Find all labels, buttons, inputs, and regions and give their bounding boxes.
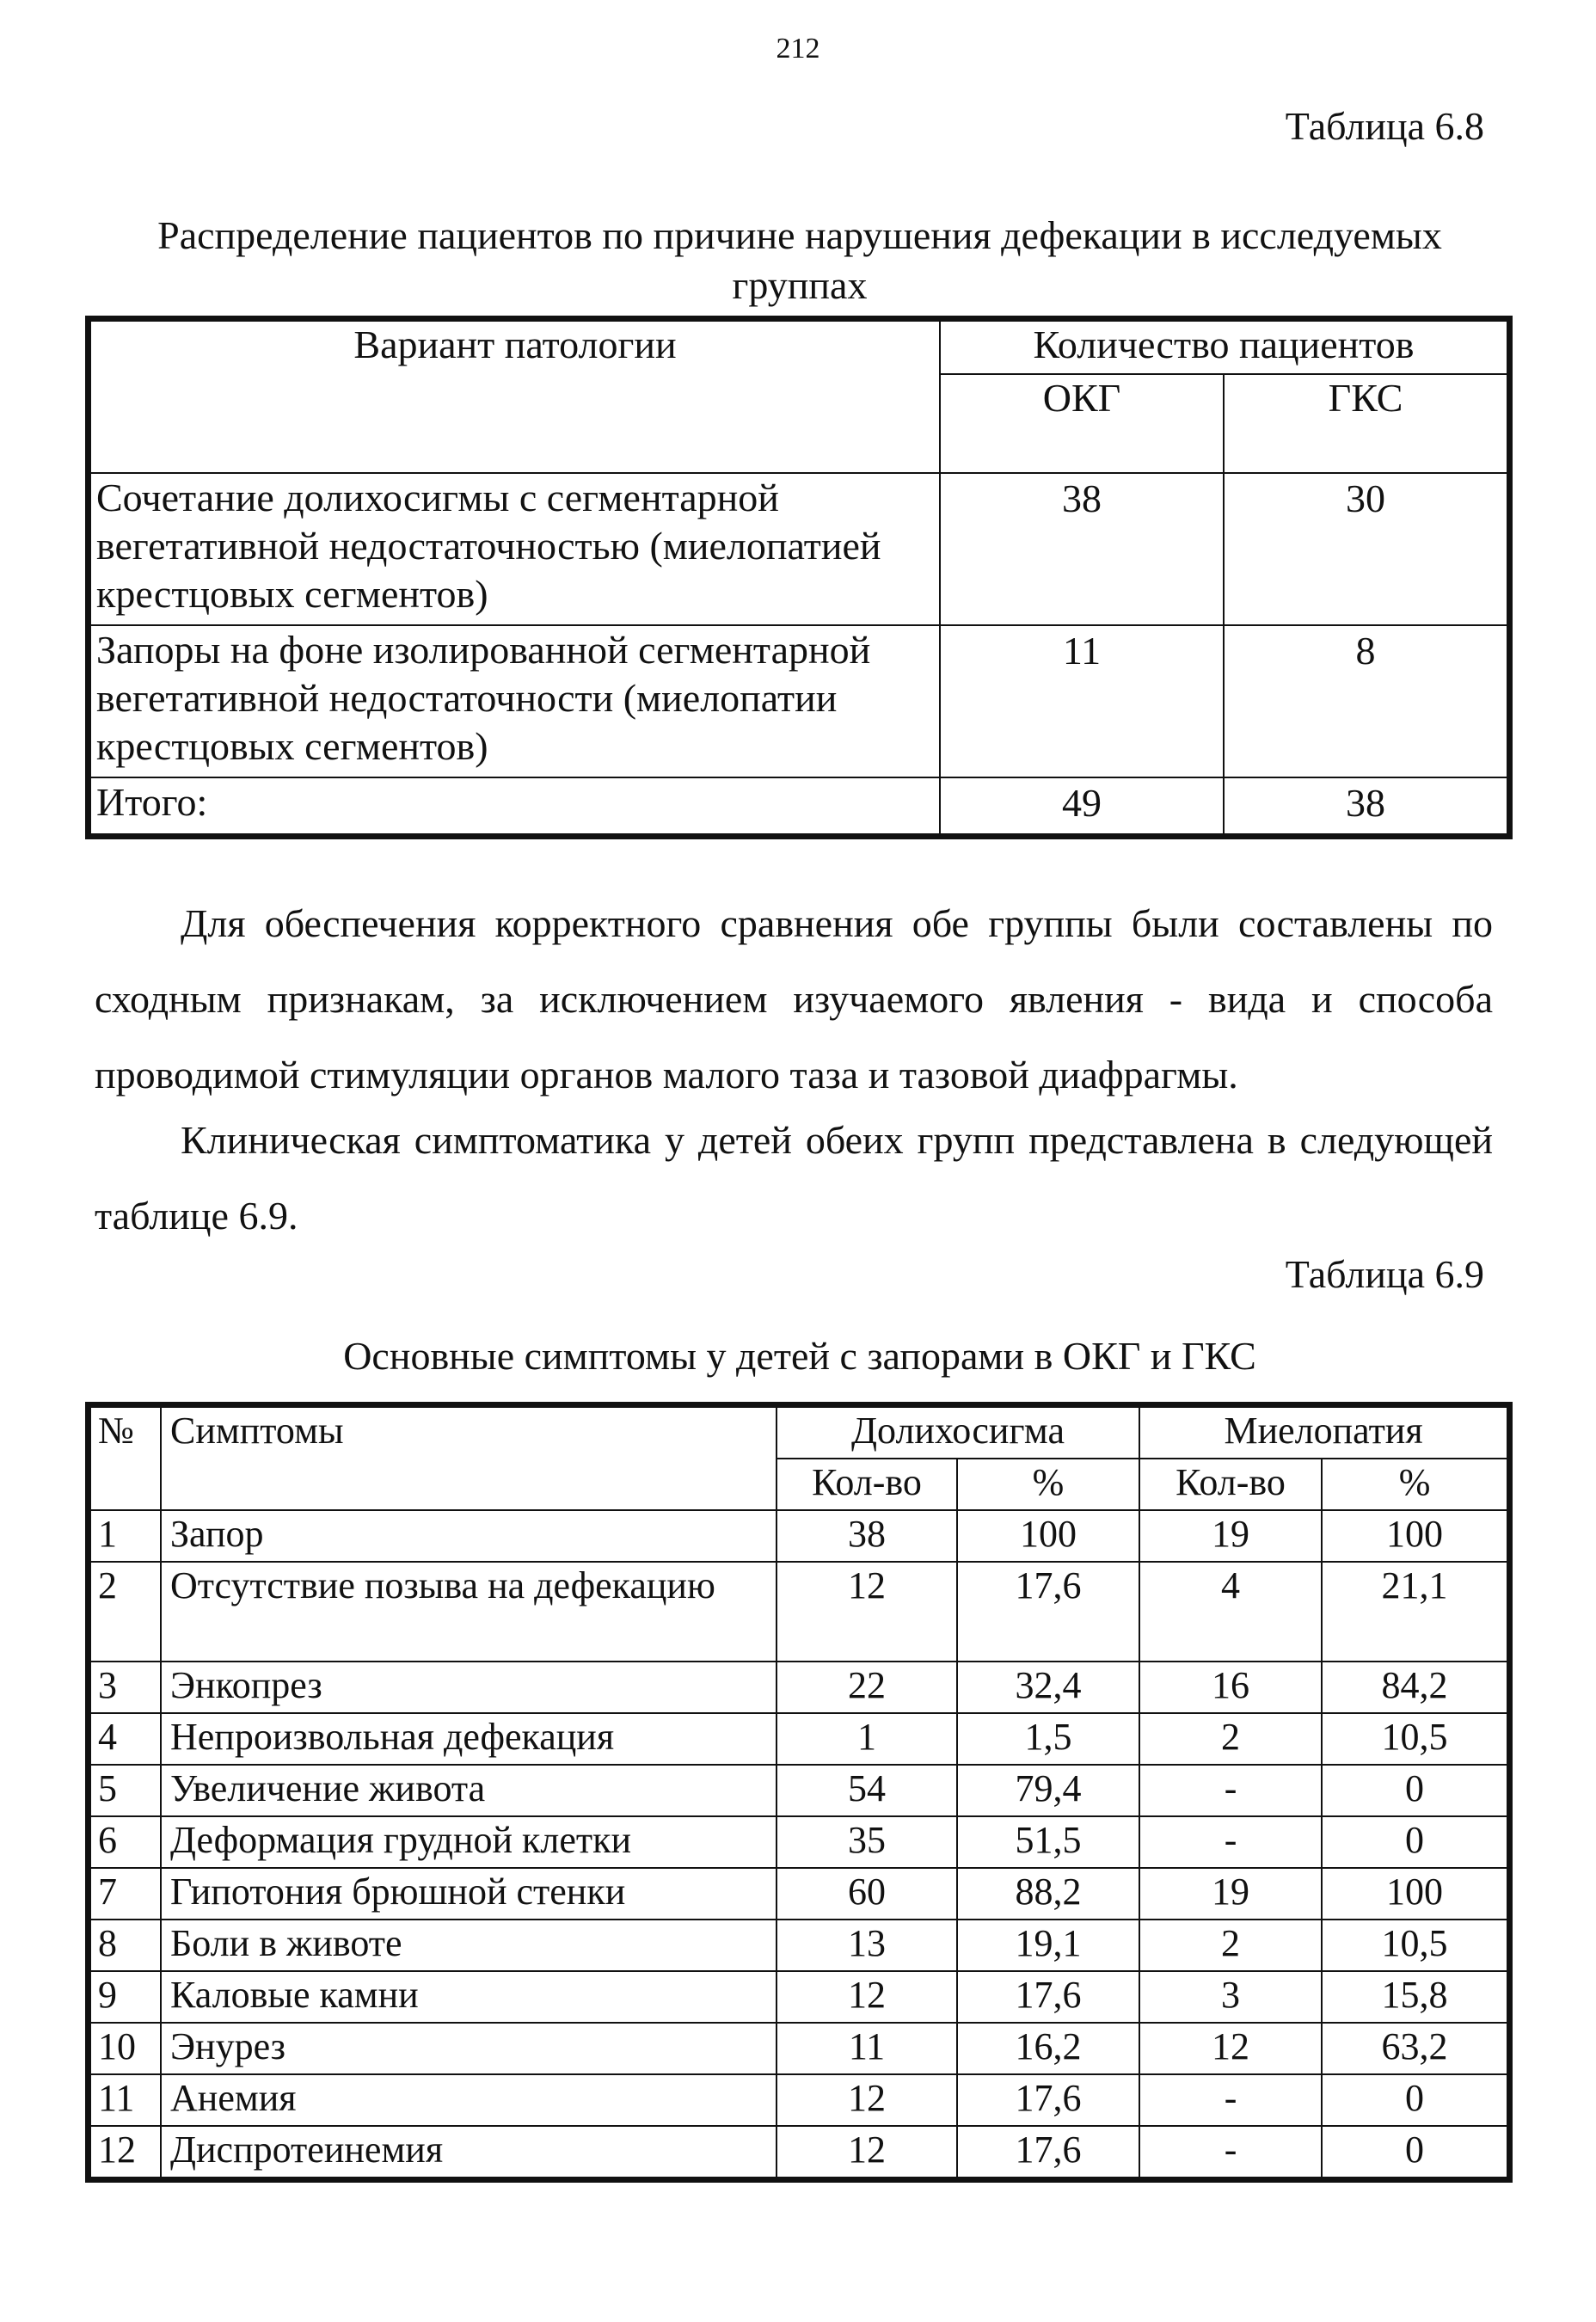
row-dolichosigma-percent: 32,4 (957, 1662, 1139, 1713)
row-symptom: Энкопрез (161, 1662, 777, 1713)
total-label: Итого: (90, 777, 940, 834)
row-myelopathy-count: 19 (1139, 1868, 1322, 1920)
table-row (90, 1765, 1507, 1816)
table-row (90, 2074, 1507, 2126)
row-myelopathy-percent: 84,2 (1322, 1662, 1507, 1713)
row-number: 2 (90, 1562, 161, 1662)
row-number: 8 (90, 1920, 161, 1971)
row-myelopathy-count: 12 (1139, 2023, 1322, 2074)
row-label: Запоры на фоне изолированной сегментарной вегетативной недостаточности (миелопатии крестцовых сегментов) (90, 625, 940, 777)
row-number: 7 (90, 1868, 161, 1920)
header-number: № (90, 1407, 161, 1510)
row-dolichosigma-count: 12 (777, 2126, 957, 2178)
row-dolichosigma-count: 12 (777, 1971, 957, 2023)
row-symptom: Деформация грудной клетки (161, 1816, 777, 1868)
table-row (90, 625, 1507, 777)
row-myelopathy-count: - (1139, 1816, 1322, 1868)
row-myelopathy-count: 19 (1139, 1510, 1322, 1562)
table-row (90, 1971, 1507, 2023)
row-symptom: Анемия (161, 2074, 777, 2126)
row-symptom: Гипотония брюшной стенки (161, 1868, 777, 1920)
table-row (90, 2126, 1507, 2178)
row-myelopathy-percent: 63,2 (1322, 2023, 1507, 2074)
row-myelopathy-count: - (1139, 1765, 1322, 1816)
table-row (90, 1510, 1507, 1562)
row-myelopathy-percent: 100 (1322, 1510, 1507, 1562)
row-dolichosigma-percent: 51,5 (957, 1816, 1139, 1868)
row-myelopathy-count: 3 (1139, 1971, 1322, 2023)
row-number: 9 (90, 1971, 161, 2023)
row-symptom: Каловые камни (161, 1971, 777, 2023)
row-dolichosigma-count: 22 (777, 1662, 957, 1713)
row-okg-value: 11 (940, 625, 1224, 777)
header-dolichosigma: Долихосигма (777, 1407, 1139, 1459)
header-m-count: Кол-во (1139, 1459, 1322, 1510)
row-dolichosigma-percent: 1,5 (957, 1713, 1139, 1765)
row-myelopathy-percent: 100 (1322, 1868, 1507, 1920)
table-6-9-caption: Основные симптомы у детей с запорами в ОКГ и ГКС (343, 1334, 1256, 1378)
table-total-row (90, 777, 1507, 834)
row-dolichosigma-count: 60 (777, 1868, 957, 1920)
row-number: 4 (90, 1713, 161, 1765)
table-6-9-label: Таблица 6.9 (1285, 1252, 1484, 1296)
row-number: 11 (90, 2074, 161, 2126)
row-symptom: Отсутствие позыва на дефекацию (161, 1562, 777, 1662)
row-dolichosigma-count: 54 (777, 1765, 957, 1816)
table-row (90, 2023, 1507, 2074)
row-number: 3 (90, 1662, 161, 1713)
header-gks: ГКС (1224, 374, 1507, 473)
row-symptom: Боли в животе (161, 1920, 777, 1971)
row-dolichosigma-count: 12 (777, 1562, 957, 1662)
row-myelopathy-percent: 21,1 (1322, 1562, 1507, 1662)
row-symptom: Энурез (161, 2023, 777, 2074)
row-dolichosigma-count: 38 (777, 1510, 957, 1562)
row-symptom: Запор (161, 1510, 777, 1562)
table-6-9 (89, 1406, 1508, 2178)
table-row (90, 1816, 1507, 1868)
row-dolichosigma-percent: 100 (957, 1510, 1139, 1562)
header-okg: ОКГ (940, 374, 1224, 473)
page-number: 212 (776, 33, 820, 64)
header-m-percent: % (1322, 1459, 1507, 1510)
row-myelopathy-count: 2 (1139, 1920, 1322, 1971)
row-number: 6 (90, 1816, 161, 1868)
row-symptom: Диспротеинемия (161, 2126, 777, 2178)
row-myelopathy-percent: 0 (1322, 1765, 1507, 1816)
header-myelopathy: Миелопатия (1139, 1407, 1507, 1459)
table-row (90, 473, 1507, 625)
row-dolichosigma-percent: 79,4 (957, 1765, 1139, 1816)
table-row (90, 1562, 1507, 1662)
row-dolichosigma-percent: 17,6 (957, 1562, 1139, 1662)
row-label: Сочетание долихосигмы с сегментарной вегетативной недостаточностью (миелопатией крестцовых сегментов) (90, 473, 940, 625)
table-row (90, 1713, 1507, 1765)
table-row (90, 1662, 1507, 1713)
row-dolichosigma-count: 11 (777, 2023, 957, 2074)
body-paragraph: Клиническая симптоматика у детей обеих групп представлена в следующей таблице 6.9. (95, 1118, 1493, 1238)
table-row (90, 1868, 1507, 1920)
row-dolichosigma-count: 12 (777, 2074, 957, 2126)
row-myelopathy-percent: 15,8 (1322, 1971, 1507, 2023)
body-paragraph: Для обеспечения корректного сравнения обе группы были составлены по сходным признакам, за исключением изучаемого явления - вида и способа проводимой стимуляции органов малого таза и тазовой диафрагмы. (95, 901, 1493, 1096)
table-6-8-caption: Распределение пациентов по причине нарушения дефекации в исследуемых группах (157, 213, 1442, 307)
row-symptom: Непроизвольная дефекация (161, 1713, 777, 1765)
header-pathology: Вариант патологии (90, 321, 940, 473)
row-myelopathy-percent: 10,5 (1322, 1920, 1507, 1971)
total-gks-value: 38 (1224, 777, 1507, 834)
row-dolichosigma-percent: 19,1 (957, 1920, 1139, 1971)
row-dolichosigma-count: 13 (777, 1920, 957, 1971)
row-myelopathy-percent: 0 (1322, 2126, 1507, 2178)
total-okg-value: 49 (940, 777, 1224, 834)
row-okg-value: 38 (940, 473, 1224, 625)
table-6-8-label: Таблица 6.8 (1285, 104, 1484, 148)
header-symptoms: Симптомы (161, 1407, 777, 1510)
row-myelopathy-count: - (1139, 2074, 1322, 2126)
row-myelopathy-count: - (1139, 2126, 1322, 2178)
header-d-percent: % (957, 1459, 1139, 1510)
row-myelopathy-percent: 0 (1322, 2074, 1507, 2126)
row-dolichosigma-percent: 88,2 (957, 1868, 1139, 1920)
row-number: 10 (90, 2023, 161, 2074)
row-symptom: Увеличение живота (161, 1765, 777, 1816)
row-gks-value: 8 (1224, 625, 1507, 777)
row-dolichosigma-count: 35 (777, 1816, 957, 1868)
row-dolichosigma-percent: 17,6 (957, 1971, 1139, 2023)
row-number: 1 (90, 1510, 161, 1562)
row-myelopathy-count: 16 (1139, 1662, 1322, 1713)
row-myelopathy-count: 2 (1139, 1713, 1322, 1765)
row-dolichosigma-count: 1 (777, 1713, 957, 1765)
row-number: 12 (90, 2126, 161, 2178)
table-6-8 (89, 320, 1508, 835)
row-myelopathy-percent: 0 (1322, 1816, 1507, 1868)
row-gks-value: 30 (1224, 473, 1507, 625)
row-number: 5 (90, 1765, 161, 1816)
row-dolichosigma-percent: 16,2 (957, 2023, 1139, 2074)
header-d-count: Кол-во (777, 1459, 957, 1510)
row-dolichosigma-percent: 17,6 (957, 2074, 1139, 2126)
row-myelopathy-percent: 10,5 (1322, 1713, 1507, 1765)
table-row (90, 1920, 1507, 1971)
row-myelopathy-count: 4 (1139, 1562, 1322, 1662)
header-patient-count: Количество пациентов (940, 321, 1507, 374)
row-dolichosigma-percent: 17,6 (957, 2126, 1139, 2178)
